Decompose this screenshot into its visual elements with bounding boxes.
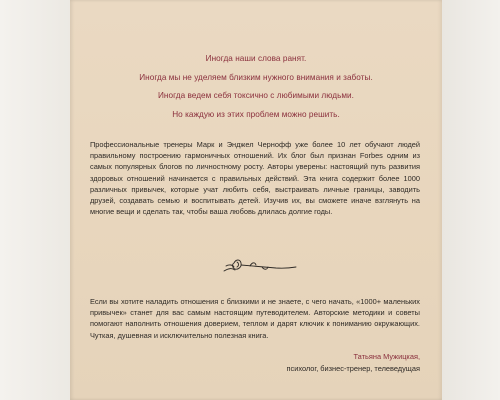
background-left — [0, 0, 70, 400]
book-page — [70, 0, 442, 400]
author-role: психолог, бизнес-тренер, телеведущая — [286, 363, 420, 373]
author-name: Татьяна Мужицкая, — [353, 352, 420, 361]
flower-illustration — [220, 256, 300, 278]
background-right — [442, 0, 500, 400]
description-paragraph: Профессиональные тренеры Марк и Энджел Чернофф уже более 10 лет обучают людей правильному построению гармоничных отношений. Их блог был признан Forbes одним из самых популярных блогов по личностному росту. Авторы уверены: настоящий путь развития здоровых отношений начинается с правильных действий. Эта книга содержит более 1000 различных привычек, которые учат любить себя, выстраивать личные границы, заводить друзей, создавать семью и воспитывать детей. Изучив их, вы сможете иначе взглянуть на многие вещи и сделать так, чтобы ваша любовь длилась долгие годы. — [90, 140, 420, 217]
quote-line: Иногда ведем себя токсично с любимыми людьми. — [157, 91, 355, 101]
quote-line: Иногда мы не уделяем близким нужного внимания и заботы. — [139, 72, 373, 82]
quote-line: Но каждую из этих проблем можно решить. — [172, 109, 340, 119]
quote-block — [70, 50, 442, 124]
signature-block — [287, 351, 420, 374]
quote-line: Иногда наши слова ранят. — [205, 54, 307, 63]
recommendation-paragraph: Если вы хотите наладить отношения с близкими и не знаете, с чего начать, «1000+ маленьких привычек» станет для вас самым настоящим путеводителем. Авторские методики и советы помогают наполнить отношения доверием, теплом и дарят ключик к пониманию окружающих. Чуткая, душевная и исключительно полезная книга. — [90, 297, 420, 340]
